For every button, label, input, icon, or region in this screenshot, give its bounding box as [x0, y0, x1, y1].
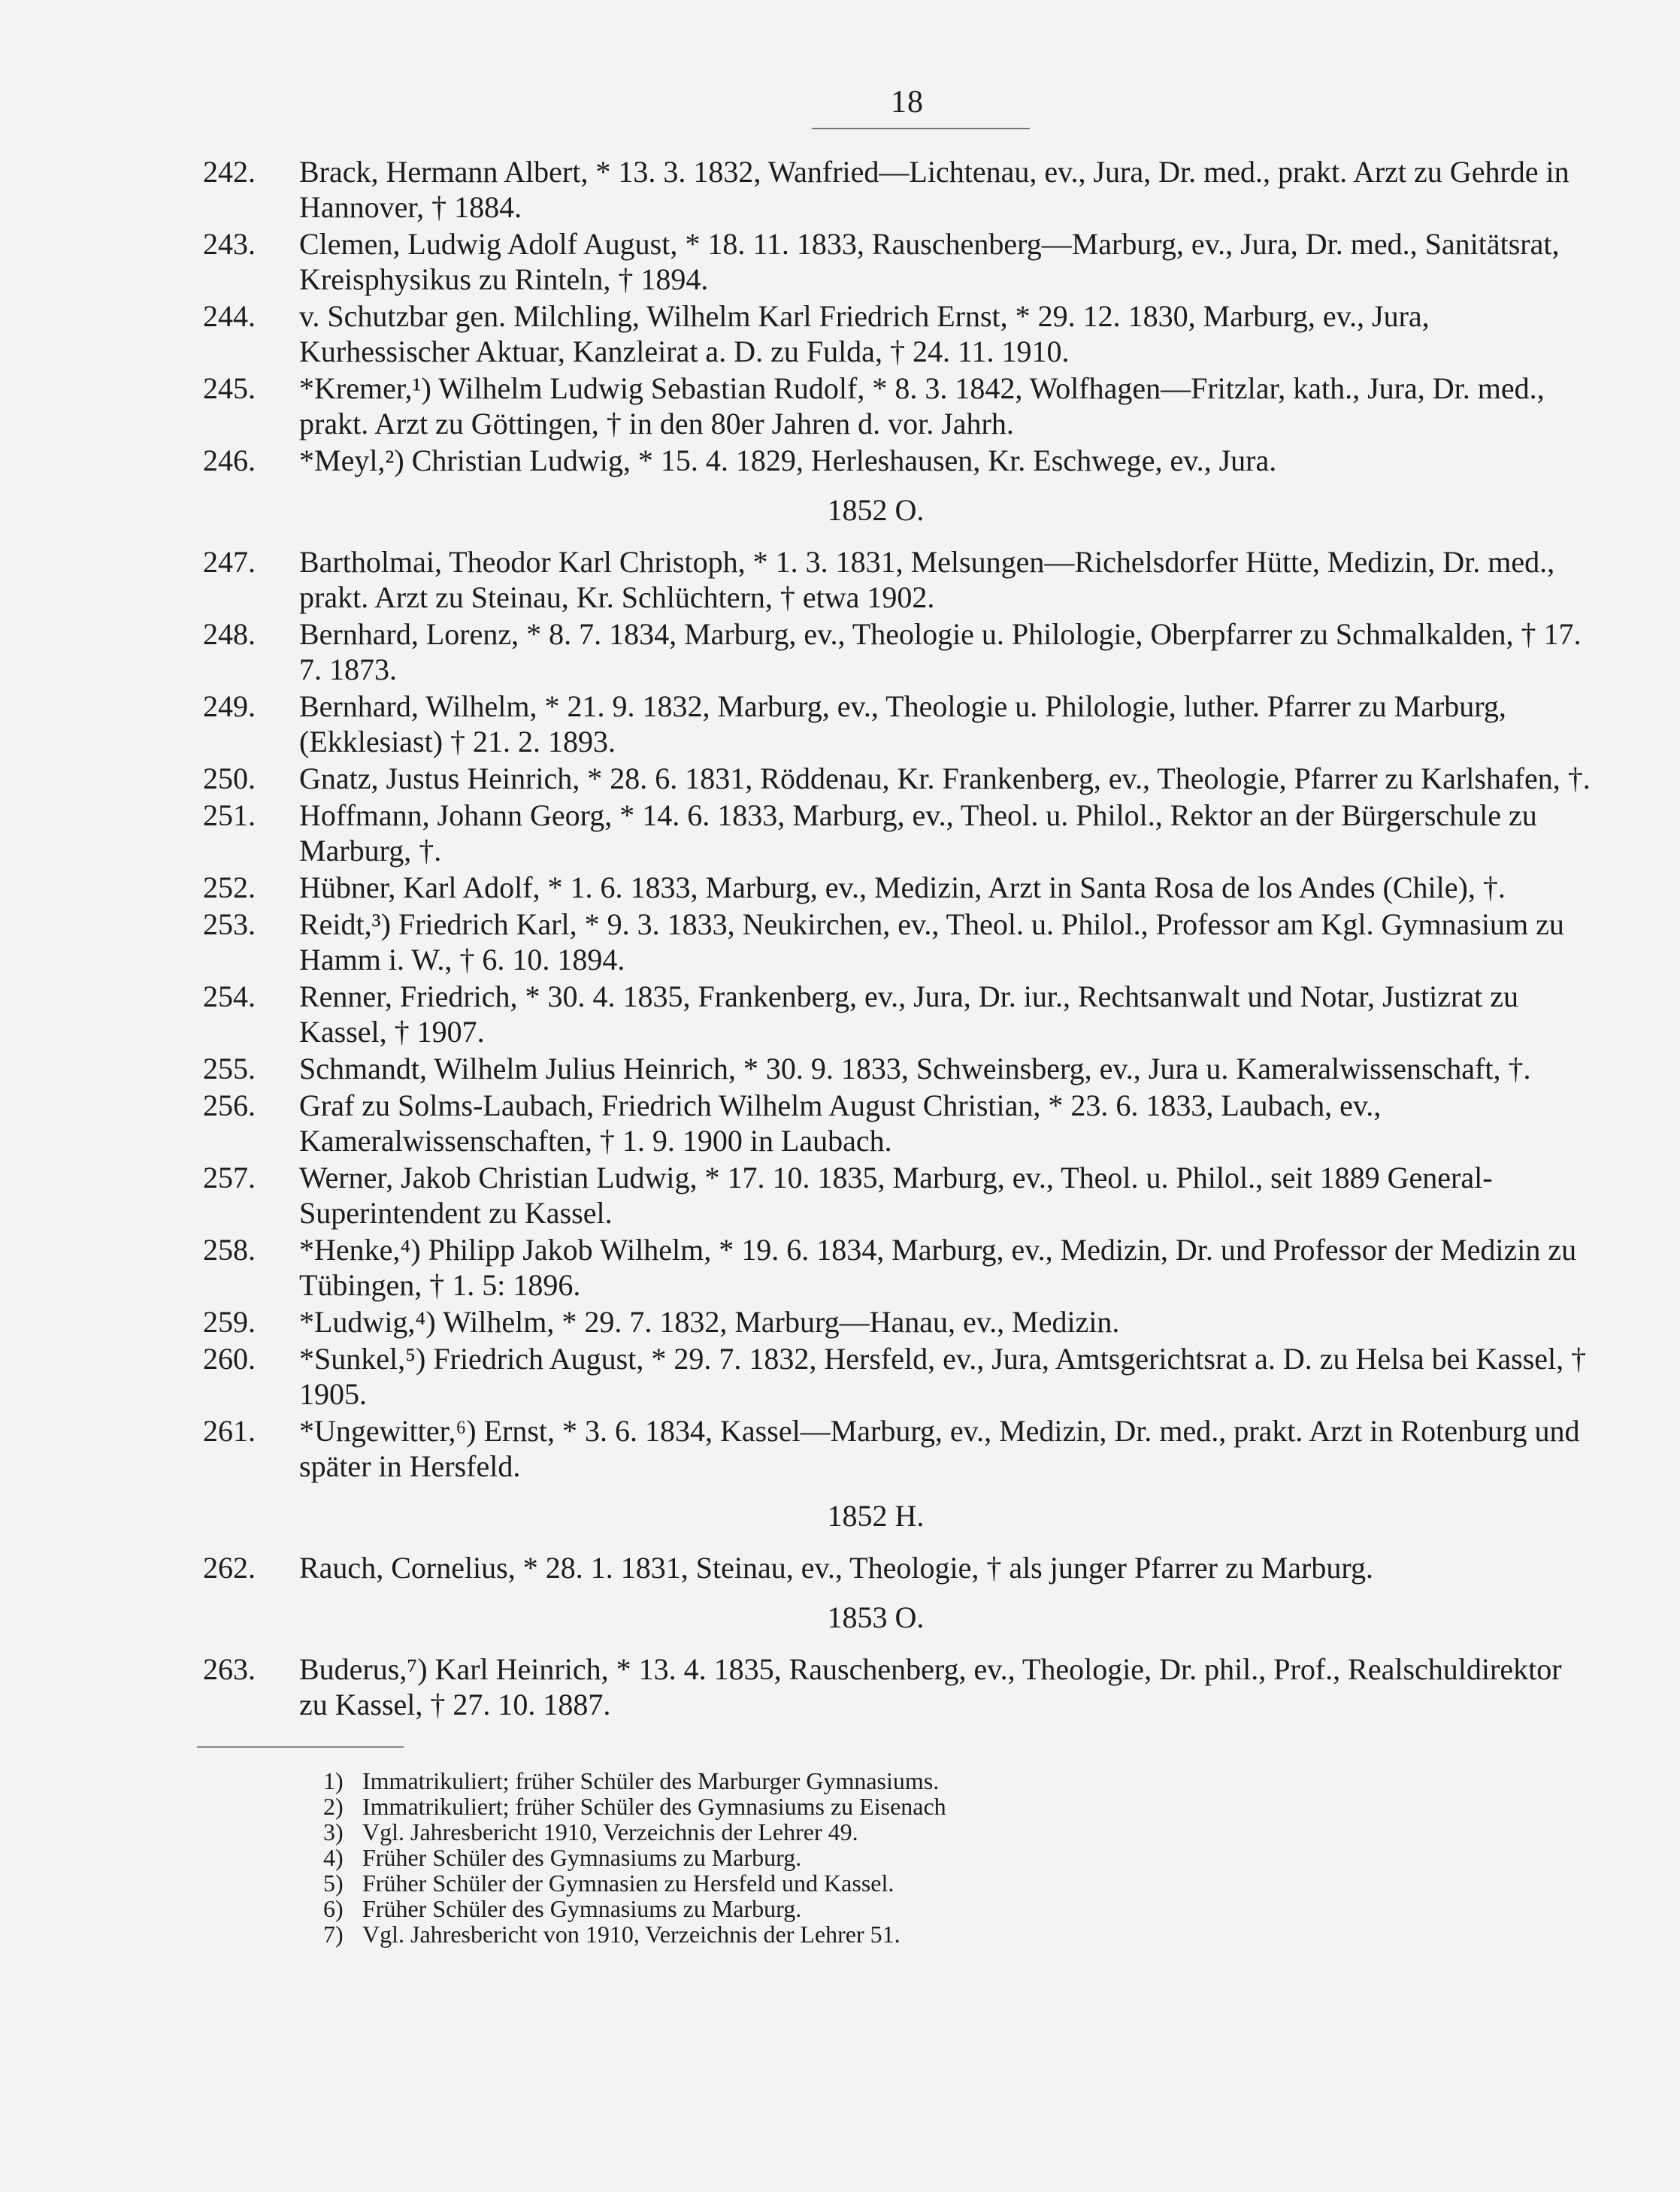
- footnote-text: Früher Schüler des Gymnasiums zu Marburg.: [362, 1895, 802, 1922]
- register-entry: [203, 761, 1594, 796]
- register-entry: [203, 616, 1594, 687]
- entry-text: Werner, Jakob Christian Ludwig, * 17. 10. 1835, Marburg, ev., Theol. u. Philol., seit 1889 General-Superintendent zu Kassel.: [299, 1161, 1493, 1230]
- register-entry: [203, 1341, 1594, 1412]
- entry-number: 252.: [203, 870, 256, 904]
- footnote-text: Früher Schüler des Gymnasiums zu Marburg.: [362, 1844, 802, 1871]
- entry-text: Rauch, Cornelius, * 28. 1. 1831, Steinau, ev., Theologie, † als junger Pfarrer zu Marburg.: [299, 1551, 1373, 1585]
- register-entry: [203, 226, 1594, 297]
- entry-group-a: [203, 154, 1594, 478]
- register-entry: [203, 907, 1594, 977]
- entry-text: *Sunkel,⁵) Friedrich August, * 29. 7. 1832, Hersfeld, ev., Jura, Amtsgerichtsrat a. D. zu Helsa bei Kassel, † 1905.: [299, 1342, 1587, 1411]
- entry-text: v. Schutzbar gen. Milchling, Wilhelm Karl Friedrich Ernst, * 29. 12. 1830, Marburg, ev., Jura, Kurhessischer Aktuar, Kanzleirat a. D. zu Fulda, † 24. 11. 1910.: [299, 299, 1430, 368]
- entry-group-b: [203, 544, 1594, 1484]
- page-number: 18: [891, 85, 924, 120]
- entry-text: Brack, Hermann Albert, * 13. 3. 1832, Wanfried—Lichtenau, ev., Jura, Dr. med., prakt. Arzt zu Gehrde in Hannover, † 1884.: [299, 155, 1570, 224]
- entry-number: 251.: [203, 798, 256, 832]
- register-entry: [203, 371, 1594, 441]
- register-entry: [203, 798, 1594, 868]
- register-entry: [203, 443, 1594, 478]
- entry-number: 249.: [203, 689, 256, 723]
- footnote-number: 1): [323, 1767, 344, 1794]
- entry-text: Bartholmai, Theodor Karl Christoph, * 1. 3. 1831, Melsungen—Richelsdorfer Hütte, Medizin, Dr. med., prakt. Arzt zu Steinau, Kr. Schlüchtern, † etwa 1902.: [299, 545, 1555, 614]
- register-entries: [203, 154, 1594, 1724]
- entry-text: Bernhard, Lorenz, * 8. 7. 1834, Marburg, ev., Theologie u. Philologie, Oberpfarrer zu Schmalkalden, † 17. 7. 1873.: [299, 617, 1582, 686]
- register-entry: [203, 1160, 1594, 1231]
- entry-number: 246.: [203, 444, 256, 477]
- entry-number: 257.: [203, 1161, 256, 1194]
- entry-number: 255.: [203, 1052, 256, 1085]
- entry-text: Graf zu Solms-Laubach, Friedrich Wilhelm August Christian, * 23. 6. 1833, Laubach, ev., Kameralwissenschaften, † 1. 9. 1900 in Laubach.: [299, 1088, 1382, 1158]
- footnote-text: Immatrikuliert; früher Schüler des Marburger Gymnasiums.: [362, 1767, 940, 1794]
- footnote-text: Vgl. Jahresbericht von 1910, Verzeichnis der Lehrer 51.: [362, 1921, 901, 1948]
- register-entry: [203, 979, 1594, 1049]
- entry-text: *Ungewitter,⁶) Ernst, * 3. 6. 1834, Kassel—Marburg, ev., Medizin, Dr. med., prakt. Arzt in Rotenburg und später in Hersfeld.: [299, 1414, 1580, 1483]
- entry-group-d: [203, 1652, 1594, 1722]
- entry-text: *Ludwig,⁴) Wilhelm, * 29. 7. 1832, Marburg—Hanau, ev., Medizin.: [299, 1305, 1120, 1339]
- entry-text: Bernhard, Wilhelm, * 21. 9. 1832, Marburg, ev., Theologie u. Philologie, luther. Pfarrer zu Marburg, (Ekklesiast) † 21. 2. 1893.: [299, 689, 1506, 758]
- entry-number: 245.: [203, 371, 256, 405]
- entry-number: 261.: [203, 1414, 256, 1448]
- register-entry: [203, 1304, 1594, 1340]
- footnote: [323, 1819, 1300, 1845]
- entry-text: *Kremer,¹) Wilhelm Ludwig Sebastian Rudolf, * 8. 3. 1842, Wolfhagen—Fritzlar, kath., Jura, Dr. med., prakt. Arzt zu Göttingen, † in den 80er Jahren d. vor. Jahrh.: [299, 371, 1545, 441]
- footnote: [323, 1921, 1300, 1947]
- register-entry: [203, 154, 1594, 225]
- register-entry: [203, 1550, 1594, 1585]
- footnote: [323, 1845, 1300, 1870]
- entry-group-c: [203, 1550, 1594, 1585]
- section-heading-1853-o: 1853 O.: [827, 1600, 925, 1634]
- register-entry: [203, 1088, 1594, 1158]
- entry-number: 243.: [203, 227, 256, 261]
- footnote-number: 3): [323, 1818, 344, 1845]
- footnote-number: 6): [323, 1895, 344, 1922]
- entry-number: 242.: [203, 155, 256, 189]
- entry-text: Hübner, Karl Adolf, * 1. 6. 1833, Marburg, ev., Medizin, Arzt in Santa Rosa de los Andes (Chile), †.: [299, 870, 1506, 904]
- entry-number: 259.: [203, 1305, 256, 1339]
- footnote-text: Vgl. Jahresbericht 1910, Verzeichnis der Lehrer 49.: [362, 1818, 858, 1845]
- section-heading-1852-h: 1852 H.: [827, 1499, 925, 1533]
- entry-number: 250.: [203, 761, 256, 795]
- entry-number: 263.: [203, 1652, 256, 1686]
- footnote-text: Immatrikuliert; früher Schüler des Gymnasiums zu Eisenach: [362, 1793, 946, 1820]
- footnotes: [323, 1768, 1300, 1947]
- register-entry: [203, 1652, 1594, 1722]
- entry-text: Buderus,⁷) Karl Heinrich, * 13. 4. 1835, Rauschenberg, ev., Theologie, Dr. phil., Prof., Realschuldirektor zu Kassel, † 27. 10. 1887.: [299, 1652, 1562, 1721]
- footnote: [323, 1896, 1300, 1921]
- entry-number: 244.: [203, 299, 256, 333]
- footnote-number: 2): [323, 1793, 344, 1820]
- register-entry: [203, 1232, 1594, 1303]
- register-entry: [203, 1413, 1594, 1484]
- entry-text: Hoffmann, Johann Georg, * 14. 6. 1833, Marburg, ev., Theol. u. Philol., Rektor an der Bürgerschule zu Marburg, †.: [299, 798, 1537, 867]
- entry-number: 256.: [203, 1088, 256, 1122]
- register-entry: [203, 689, 1594, 759]
- entry-number: 260.: [203, 1342, 256, 1376]
- footnote: [323, 1768, 1300, 1794]
- entry-number: 253.: [203, 907, 256, 941]
- entry-text: Reidt,³) Friedrich Karl, * 9. 3. 1833, Neukirchen, ev., Theol. u. Philol., Professor am Kgl. Gymnasium zu Hamm i. W., † 6. 10. 1894.: [299, 907, 1564, 976]
- entry-number: 258.: [203, 1233, 256, 1267]
- entry-text: Clemen, Ludwig Adolf August, * 18. 11. 1833, Rauschenberg—Marburg, ev., Jura, Dr. med., Sanitätsrat, Kreisphysikus zu Rinteln, † 1894.: [299, 227, 1560, 296]
- page-number-rule: [812, 128, 1030, 129]
- entry-text: Gnatz, Justus Heinrich, * 28. 6. 1831, Röddenau, Kr. Frankenberg, ev., Theologie, Pfarrer zu Karlshafen, †.: [299, 761, 1591, 795]
- entry-number: 247.: [203, 545, 256, 579]
- footnote-number: 4): [323, 1844, 344, 1871]
- footnote-number: 5): [323, 1870, 344, 1897]
- section-heading-1852-o: 1852 O.: [827, 493, 925, 527]
- entry-number: 248.: [203, 617, 256, 651]
- entry-number: 262.: [203, 1551, 256, 1585]
- footnote-rule: [197, 1746, 404, 1748]
- footnote: [323, 1870, 1300, 1896]
- register-entry: [203, 870, 1594, 905]
- register-entry: [203, 1051, 1594, 1086]
- footnote-text: Früher Schüler der Gymnasien zu Hersfeld und Kassel.: [362, 1870, 894, 1897]
- entry-text: *Henke,⁴) Philipp Jakob Wilhelm, * 19. 6. 1834, Marburg, ev., Medizin, Dr. und Professor der Medizin zu Tübingen, † 1. 5: 1896.: [299, 1233, 1577, 1302]
- register-entry: [203, 544, 1594, 615]
- entry-text: Renner, Friedrich, * 30. 4. 1835, Frankenberg, ev., Jura, Dr. iur., Rechtsanwalt und Notar, Justizrat zu Kassel, † 1907.: [299, 979, 1518, 1049]
- entry-text: Schmandt, Wilhelm Julius Heinrich, * 30. 9. 1833, Schweinsberg, ev., Jura u. Kameralwissenschaft, †.: [299, 1052, 1531, 1085]
- footnote-number: 7): [323, 1921, 344, 1948]
- entry-text: *Meyl,²) Christian Ludwig, * 15. 4. 1829, Herleshausen, Kr. Eschwege, ev., Jura.: [299, 444, 1277, 477]
- register-entry: [203, 298, 1594, 369]
- entry-number: 254.: [203, 979, 256, 1013]
- footnote: [323, 1794, 1300, 1819]
